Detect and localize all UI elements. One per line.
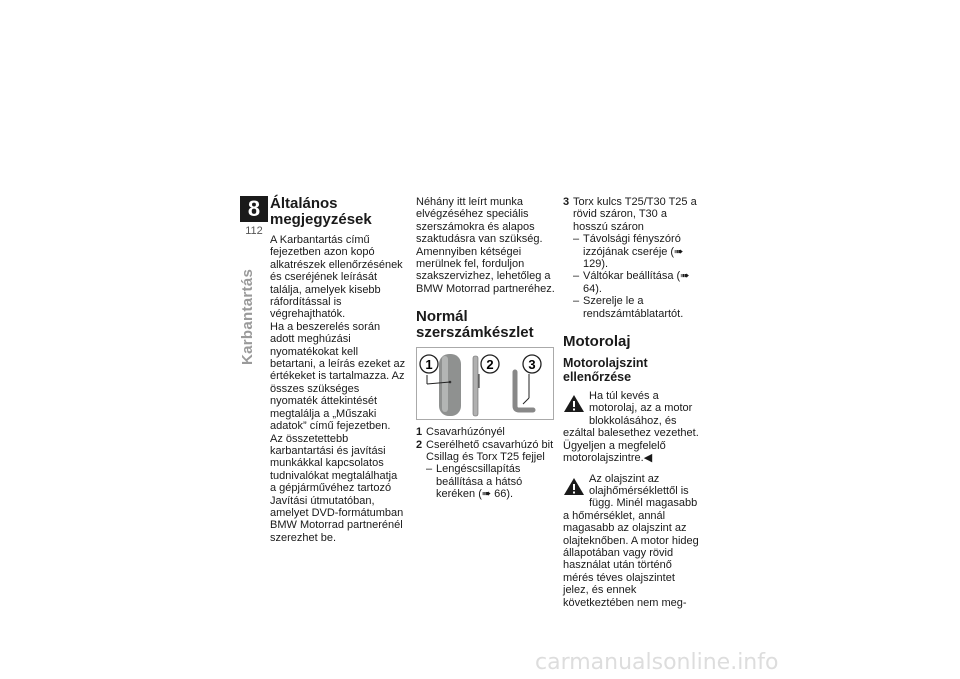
- paragraph: Ha a beszerelés során adott meghúzási nyomatékokat kell betartani, a leírás ezeket az értékeket is tartalmazza. Az összes szükséges nyomaték áttekintését megtalálja a „Műszaki adatok” című fejezetben.: [270, 320, 406, 433]
- toolkit-illustration: [417, 348, 553, 419]
- sub-list-item: – Távolsági fényszóró izzójának cseréje (➠ 129).: [573, 233, 684, 271]
- section-title-general: Általános megjegyzések: [270, 195, 372, 228]
- list-item: 2 Cserélhető csavarhúzó bit Csillag és Torx T25 fejjel: [416, 438, 554, 464]
- page-number: 112: [245, 225, 263, 237]
- callout-label: 3: [528, 357, 536, 373]
- sub-list-item: – Váltókar beállítása (➠ 64).: [573, 270, 690, 295]
- screwdriver-bit: [473, 356, 478, 416]
- paragraph: Az összetettebb karbantartási és javítási munkákkal kapcsolatos tudnivalókat megtalálhatja a gépjárművéhez tartozó Javítási útmutatóban, amelyet DVD-formátumban BMW Motorrad partnerénél szerezhet be.: [270, 432, 404, 544]
- watermark: carmanualsonline.info: [535, 650, 779, 675]
- toolkit-figure: [416, 347, 554, 420]
- sub-list-item: – Lengéscsillapítás beállítása a hátsó keréken (➠ 66).: [426, 463, 523, 501]
- list-item: 3 Torx kulcs T25/T30 T25 a rövid száron, T30 a hosszú száron: [563, 196, 697, 233]
- column-1: [270, 196, 406, 544]
- section-title-toolkit: Normál szerszámkészlet: [416, 308, 534, 342]
- section-title-oil: Motorolaj: [563, 333, 631, 351]
- column-3: [563, 196, 703, 609]
- warning-icon: [563, 393, 585, 413]
- side-label: Karbantartás: [239, 268, 256, 365]
- callout-label: 1: [425, 357, 433, 373]
- list-item: 1 Csavarhúzónyél: [416, 426, 505, 439]
- intro-paragraph: Néhány itt leírt munka elvégzéséhez speciális szerszámokra és alapos szaktudásra van szükség. Amennyiben kétségei merülnek fel, forduljon szakszervizhez, lehetőleg a BMW Motorrad partneréhez.: [416, 196, 555, 295]
- paragraph: A Karbantartás című fejezetben azon kopó alkatrészek ellenőrzésének és cseréjének leírását találja, amelyek kisebb ráfordítással is végrehajthatók.: [270, 234, 403, 321]
- chapter-tab: 8: [240, 196, 268, 222]
- warning-icon: [563, 476, 585, 496]
- warning-block: Az olajszint az olajhőmérséklettől is függ. Minél magasabb a hőmérséklet, annál magasabb az olajszint az olajteknőben. A motor hideg állapotában vagy rövid használat után történő mérés téves olajszintet jelez, és ennek következtében nem meg-: [563, 472, 699, 609]
- torx-key: [515, 372, 533, 410]
- sub-list-item: – Szerelje le a rendszámtáblatartót.: [573, 295, 684, 320]
- warning-block: Ha túl kevés a motorolaj, az a motor blokkolásához, és ezáltal balesethez vezethet. Ügyeljen a megfelelő motorolajszintre.◀: [563, 390, 699, 465]
- column-2: [416, 196, 556, 501]
- subsection-title-oil-check: Motorolajszint ellenőrzése: [563, 356, 648, 385]
- callout-label: 2: [486, 357, 494, 373]
